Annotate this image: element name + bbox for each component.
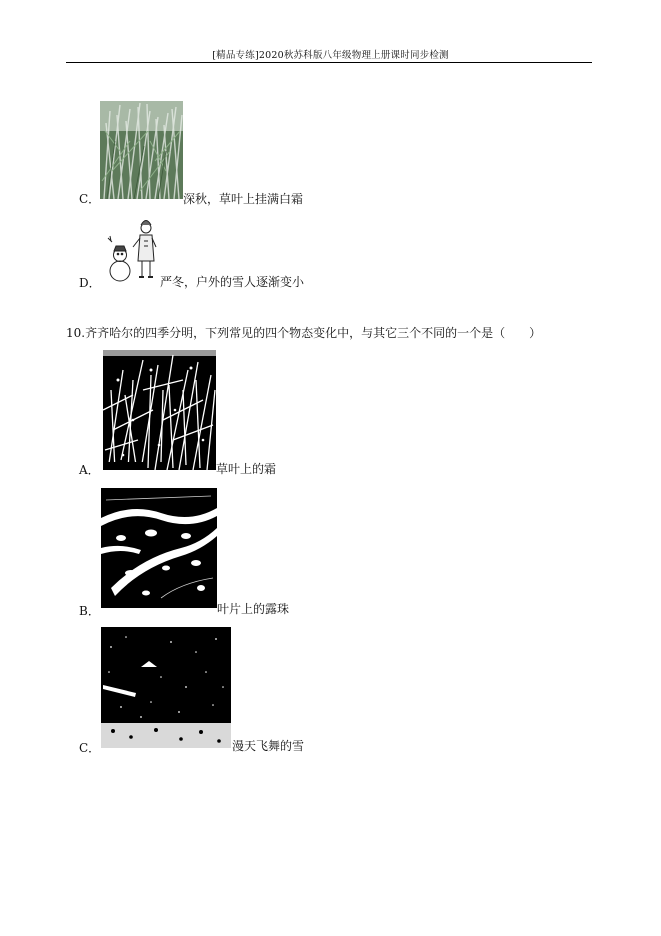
header-rule xyxy=(66,62,592,63)
question-10-stem: 10.齐齐哈尔的四季分明，下列常见的四个物态变化中，与其它三个不同的一个是（ ） xyxy=(66,326,542,340)
option-caption: 叶片上的露珠 xyxy=(217,602,290,616)
option-letter: C． xyxy=(79,741,101,755)
child-and-snowman-drawing xyxy=(103,211,160,284)
option-caption: 深秋，草叶上挂满白霜 xyxy=(183,192,304,206)
dew-on-leaves-photo xyxy=(101,488,217,608)
frost-on-grass-photo xyxy=(103,350,216,470)
option-caption: 漫天飞舞的雪 xyxy=(232,739,305,753)
option-letter: C． xyxy=(79,192,101,206)
falling-snow-photo xyxy=(101,627,231,748)
option-caption: 严冬，户外的雪人逐渐变小 xyxy=(160,275,305,289)
option-letter: A． xyxy=(79,463,100,477)
option-caption: 草叶上的霜 xyxy=(216,462,277,476)
header-title: [精品专练]2020秋苏科版八年级物理上册课时同步检测 xyxy=(212,50,449,61)
frosted-grass-photo xyxy=(100,101,183,199)
option-letter: D． xyxy=(79,276,101,290)
option-letter: B． xyxy=(79,604,100,618)
